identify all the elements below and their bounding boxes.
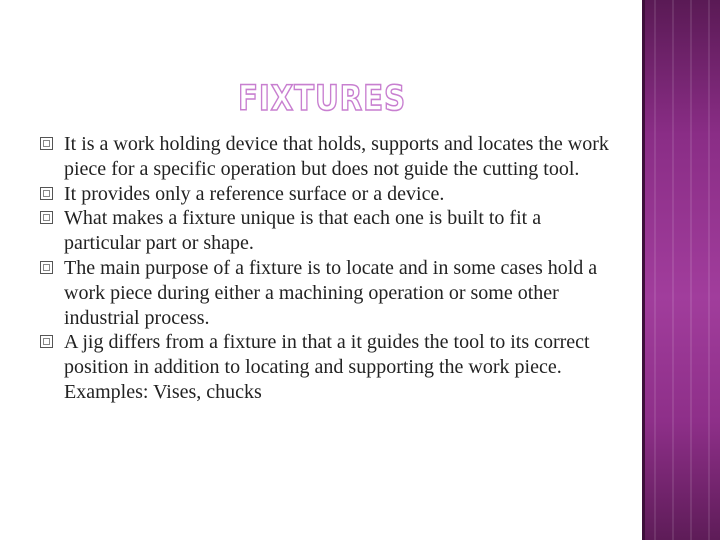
slide-title-text: FIXTURES [238,79,406,119]
bullet-item [40,182,610,207]
panel-stripe [672,0,674,540]
slide-title [236,74,416,118]
decorative-side-panel [642,0,720,540]
bullet-item [40,132,610,182]
bullet-box-icon [40,187,53,200]
bullet-box-icon [40,211,53,224]
bullet-text: It is a work holding device that holds, supports and locates the work piece for a specific operation but does not guide the cutting tool. [64,133,609,180]
bullet-item [40,330,610,404]
bullet-box-icon [40,335,53,348]
bullet-box-icon [40,137,53,150]
bullet-list [40,132,610,405]
bullet-text: The main purpose of a fixture is to locate and in some cases hold a work piece during either a machining operation or some other industrial process. [64,256,598,329]
bullet-text: What makes a fixture unique is that each one is built to fit a particular part or shape. [64,207,542,255]
panel-stripe [654,0,656,540]
slide-title-svg [236,74,416,118]
bullet-box-icon [40,261,53,274]
bullet-item [40,206,610,256]
bullet-text: A jig differs from a fixture in that a it guides the tool to its correct position in addition to locating and supporting the work piece. Examples: Vises, chucks [64,331,590,403]
panel-stripe [708,0,710,540]
panel-stripe [690,0,692,540]
bullet-item [40,256,610,330]
panel-edge [642,0,645,540]
bullet-text: It provides only a reference surface or a device. [64,182,445,205]
